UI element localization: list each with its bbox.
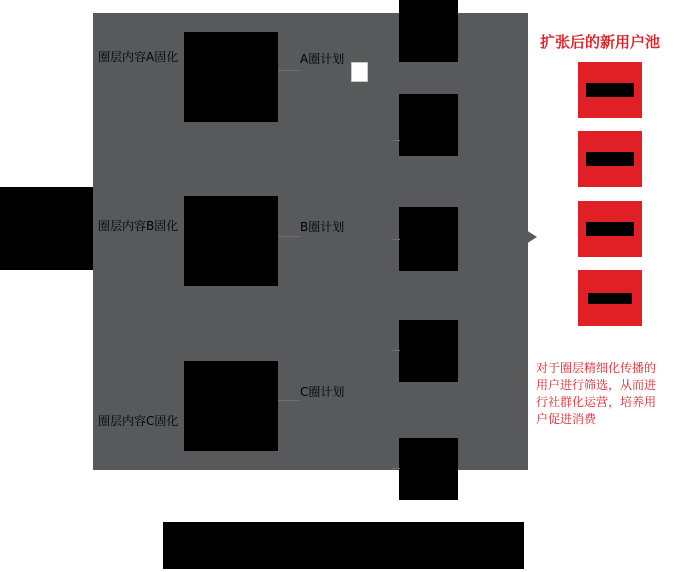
output-block-3 xyxy=(399,207,458,271)
user-pool-card-3-bar xyxy=(586,222,634,236)
flow-arrow-head xyxy=(526,230,537,244)
user-pool-card-1-bar xyxy=(586,83,634,97)
output-connector-2 xyxy=(392,140,400,141)
output-connector-5 xyxy=(392,468,400,469)
row-2-left-label: 圈层内容B固化 xyxy=(98,219,179,233)
row-1-content-block xyxy=(184,32,278,122)
row-3-right-label: C圈计划 xyxy=(300,385,345,399)
user-pool-card-3 xyxy=(578,201,642,257)
right-section-note: 对于圈层精细化传播的用户进行筛选，从而进行社群化运营，培养用户促进消费 xyxy=(536,361,657,426)
row-1-left-label: 圈层内容A固化 xyxy=(98,50,179,64)
row-2-content-block xyxy=(184,196,278,286)
user-pool-card-2 xyxy=(578,131,642,187)
user-pool-card-2-bar xyxy=(586,152,634,166)
right-section-title: 扩张后的新用户池 xyxy=(540,33,661,51)
output-block-4 xyxy=(399,320,458,382)
user-pool-card-1 xyxy=(578,62,642,118)
row-3-content-block xyxy=(184,361,278,451)
user-pool-card-4-bar xyxy=(588,293,632,304)
row-3-left-label: 圈层内容C固化 xyxy=(98,414,179,428)
left-input-block xyxy=(0,187,93,270)
output-connector-4 xyxy=(392,350,400,351)
output-connector-3 xyxy=(392,239,400,240)
output-block-2 xyxy=(399,94,458,156)
row-2-right-label: B圈计划 xyxy=(300,220,345,234)
row-3-connector xyxy=(278,400,300,401)
output-block-1 xyxy=(399,0,458,62)
main-panel xyxy=(93,13,528,470)
bottom-summary-bar xyxy=(163,522,524,569)
output-block-5 xyxy=(399,438,458,500)
row-2-connector xyxy=(278,236,300,237)
row-1-connector xyxy=(278,70,300,71)
row-1-right-label: A圈计划 xyxy=(300,52,345,66)
status-chip[interactable] xyxy=(351,62,368,82)
user-pool-card-4 xyxy=(578,270,642,326)
